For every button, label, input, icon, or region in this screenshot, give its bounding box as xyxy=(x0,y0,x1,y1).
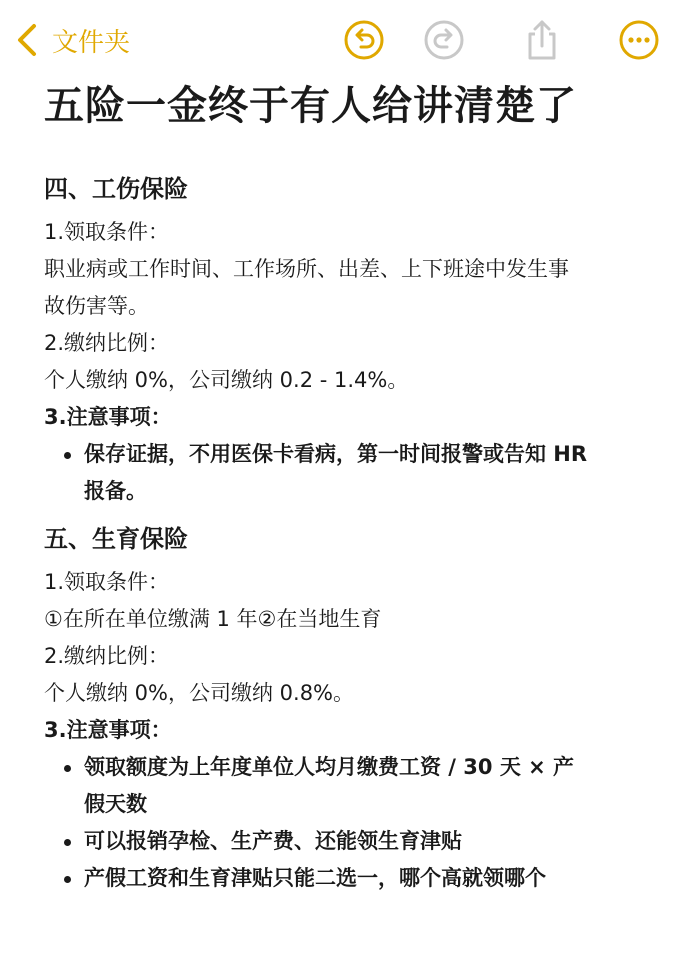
conditions-line: ①在所在单位缴满 1 年②在当地生育 xyxy=(44,607,382,631)
bullet-dot xyxy=(64,876,71,883)
conditions-label: 1.领取条件： xyxy=(44,220,170,244)
ratio-label: 2.缴纳比例： xyxy=(44,331,170,355)
list-item xyxy=(44,823,664,860)
conditions-label: 1.领取条件： xyxy=(44,570,170,594)
notes-list xyxy=(44,436,664,510)
list-item xyxy=(44,749,664,823)
note-body[interactable] xyxy=(44,78,664,897)
list-item xyxy=(44,860,664,897)
redo-button[interactable] xyxy=(422,18,466,62)
share-icon xyxy=(520,18,564,62)
ratio-text: 个人缴纳 0%，公司缴纳 0.8%。 xyxy=(44,681,355,705)
conditions-line: 故伤害等。 xyxy=(44,294,149,318)
bullet-dot xyxy=(64,765,71,772)
notes-label: 3.注意事项： xyxy=(44,405,172,429)
list-item-line: 假天数 xyxy=(84,792,147,816)
more-icon xyxy=(617,18,661,62)
notes-list xyxy=(44,749,664,897)
bullet-dot xyxy=(64,452,71,459)
list-item-line: 领取额度为上年度单位人均月缴费工资 / 30 天 × 产 xyxy=(84,755,575,779)
section-heading-work-injury: 四、工伤保险 xyxy=(44,175,188,203)
more-button[interactable] xyxy=(617,18,661,62)
chevron-left-icon xyxy=(14,23,40,57)
share-button[interactable] xyxy=(520,18,564,62)
list-item xyxy=(44,436,664,510)
back-label: 文件夹 xyxy=(52,27,131,58)
section-heading-maternity: 五、生育保险 xyxy=(44,525,188,553)
redo-icon xyxy=(422,18,466,62)
list-item-line: 可以报销孕检、生产费、还能领生育津贴 xyxy=(84,829,462,853)
note-title: 五险一金终于有人给讲清楚了 xyxy=(44,83,577,129)
bullet-dot xyxy=(64,839,71,846)
ratio-text: 个人缴纳 0%，公司缴纳 0.2 - 1.4%。 xyxy=(44,368,409,392)
conditions-line: 职业病或工作时间、工作场所、出差、上下班途中发生事 xyxy=(44,257,569,281)
undo-icon xyxy=(342,18,386,62)
list-item-line: 保存证据，不用医保卡看病，第一时间报警或告知 HR xyxy=(84,442,588,466)
undo-button[interactable] xyxy=(342,18,386,62)
back-button[interactable] xyxy=(14,18,130,62)
notes-label: 3.注意事项： xyxy=(44,718,172,742)
list-item-line: 报备。 xyxy=(84,479,147,503)
ratio-label: 2.缴纳比例： xyxy=(44,644,170,668)
list-item-line: 产假工资和生育津贴只能二选一，哪个高就领哪个 xyxy=(84,866,546,890)
navigation-bar xyxy=(0,0,690,80)
